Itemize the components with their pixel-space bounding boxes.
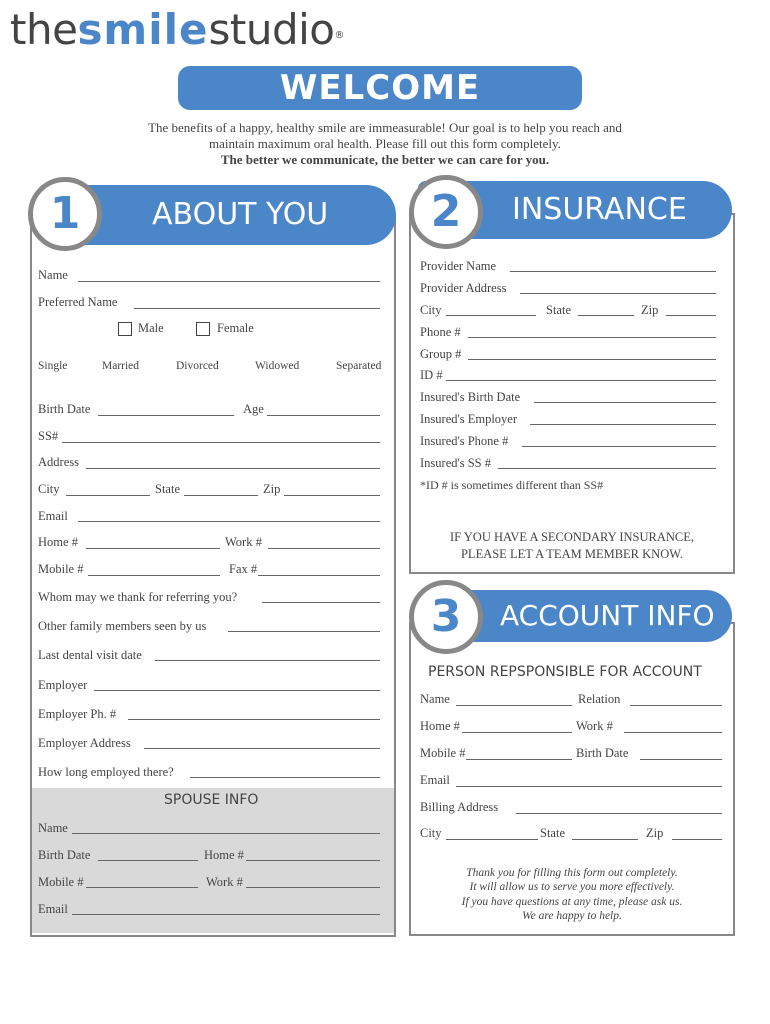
account-email-label: Email xyxy=(420,773,450,787)
id-label: ID # xyxy=(420,368,443,382)
state-field[interactable] xyxy=(184,495,258,496)
account-zip-label: Zip xyxy=(646,826,664,840)
state-label: State xyxy=(155,482,180,496)
male-label: Male xyxy=(138,321,164,335)
city-field[interactable] xyxy=(66,495,150,496)
preferred-name-field[interactable] xyxy=(134,308,380,309)
provider-name-label: Provider Name xyxy=(420,259,497,273)
ss-label: SS# xyxy=(38,429,59,443)
id-note: *ID # is sometimes different than SS# xyxy=(420,478,604,492)
address-label: Address xyxy=(38,455,79,469)
age-label: Age xyxy=(243,402,264,416)
billing-address-label: Billing Address xyxy=(420,800,499,814)
account-home-label: Home # xyxy=(420,719,460,733)
referral-field[interactable] xyxy=(262,602,380,603)
spouse-mobile-field[interactable] xyxy=(86,887,198,888)
employed-length-field[interactable] xyxy=(190,777,380,778)
address-field[interactable] xyxy=(86,468,380,469)
mobile-field[interactable] xyxy=(88,575,220,576)
account-home-field[interactable] xyxy=(462,732,572,733)
id-field[interactable] xyxy=(446,380,716,381)
spouse-email-label: Email xyxy=(38,902,68,916)
person-responsible-heading: PERSON REPSPONSIBLE FOR ACCOUNT xyxy=(428,664,702,680)
last-visit-label: Last dental visit date xyxy=(38,648,142,662)
insured-phone-label: Insured's Phone # xyxy=(420,434,509,448)
logo-studio: studio xyxy=(208,5,335,54)
account-mobile-label: Mobile # xyxy=(420,746,466,760)
logo xyxy=(10,2,344,58)
welcome-banner: WELCOME xyxy=(178,66,582,110)
single-option[interactable]: Single xyxy=(38,360,68,372)
group-field[interactable] xyxy=(468,359,716,360)
spouse-email-field[interactable] xyxy=(72,914,380,915)
insurance-zip-field[interactable] xyxy=(666,315,716,316)
insured-employer-label: Insured's Employer xyxy=(420,412,518,426)
account-name-field[interactable] xyxy=(456,705,572,706)
email-field[interactable] xyxy=(78,521,380,522)
account-work-field[interactable] xyxy=(624,732,722,733)
insurance-city-label: City xyxy=(420,303,442,317)
intro-line-1: The benefits of a happy, healthy smile are immeasurable! Our goal is to help you reach and xyxy=(148,120,622,135)
family-members-label: Other family members seen by us xyxy=(38,619,207,633)
insured-phone-field[interactable] xyxy=(522,446,716,447)
age-field[interactable] xyxy=(267,415,380,416)
logo-the: the xyxy=(10,5,78,54)
zip-label: Zip xyxy=(263,482,281,496)
relation-field[interactable] xyxy=(630,705,722,706)
relation-label: Relation xyxy=(578,692,621,706)
spouse-birth-date-field[interactable] xyxy=(98,860,198,861)
account-email-field[interactable] xyxy=(456,786,722,787)
spouse-info-heading: SPOUSE INFO xyxy=(164,792,259,808)
employer-label: Employer xyxy=(38,678,88,692)
employed-length-label: How long employed there? xyxy=(38,765,174,779)
married-option[interactable]: Married xyxy=(102,360,140,372)
spouse-work-field[interactable] xyxy=(246,887,380,888)
spouse-home-field[interactable] xyxy=(246,860,380,861)
account-zip-field[interactable] xyxy=(672,839,722,840)
account-state-label: State xyxy=(540,826,565,840)
account-birth-date-label: Birth Date xyxy=(576,746,629,760)
divorced-option[interactable]: Divorced xyxy=(176,360,219,372)
insured-birth-date-field[interactable] xyxy=(534,402,716,403)
about-number-circle: 1 xyxy=(28,177,102,251)
spouse-work-label: Work # xyxy=(206,875,243,889)
secondary-insurance-note-1: IF YOU HAVE A SECONDARY INSURANCE, xyxy=(449,530,694,544)
email-label: Email xyxy=(38,509,68,523)
male-checkbox[interactable] xyxy=(118,322,132,336)
employer-phone-field[interactable] xyxy=(128,719,380,720)
account-number-circle: 3 xyxy=(409,580,483,654)
logo-registered-mark: ® xyxy=(334,30,344,41)
account-work-label: Work # xyxy=(576,719,613,733)
widowed-option[interactable]: Widowed xyxy=(255,360,300,372)
spouse-home-label: Home # xyxy=(204,848,244,862)
account-banner: ACCOUNT INFO xyxy=(418,590,732,642)
thanks-line-2: It will allow us to serve you more effectively. xyxy=(469,881,675,893)
employer-phone-label: Employer Ph. # xyxy=(38,707,117,721)
preferred-name-label: Preferred Name xyxy=(38,295,118,309)
account-state-field[interactable] xyxy=(572,839,638,840)
account-birth-date-field[interactable] xyxy=(640,759,722,760)
name-label: Name xyxy=(38,268,68,282)
account-city-label: City xyxy=(420,826,442,840)
insurance-phone-field[interactable] xyxy=(468,337,716,338)
thanks-line-4: We are happy to help. xyxy=(522,910,622,922)
home-phone-field[interactable] xyxy=(86,548,220,549)
family-members-field[interactable] xyxy=(228,631,380,632)
name-field[interactable] xyxy=(78,281,380,282)
home-phone-label: Home # xyxy=(38,535,78,549)
intro-line-3: The better we communicate, the better we can care for you. xyxy=(220,152,550,167)
insurance-banner: INSURANCE xyxy=(418,181,732,239)
logo-smile: smile xyxy=(77,5,209,54)
city-label: City xyxy=(38,482,60,496)
employer-address-label: Employer Address xyxy=(38,736,131,750)
zip-field[interactable] xyxy=(284,495,380,496)
last-visit-field[interactable] xyxy=(155,660,380,661)
account-name-label: Name xyxy=(420,692,450,706)
group-label: Group # xyxy=(420,347,462,361)
secondary-insurance-note-2: PLEASE LET A TEAM MEMBER KNOW. xyxy=(460,547,683,561)
insured-birth-date-label: Insured's Birth Date xyxy=(420,390,521,404)
insured-ss-field[interactable] xyxy=(498,468,716,469)
spouse-birth-date-label: Birth Date xyxy=(38,848,91,862)
insurance-city-field[interactable] xyxy=(446,315,536,316)
provider-name-field[interactable] xyxy=(510,271,716,272)
account-city-field[interactable] xyxy=(446,839,538,840)
billing-address-field[interactable] xyxy=(516,813,722,814)
fax-label: Fax # xyxy=(229,562,258,576)
mobile-label: Mobile # xyxy=(38,562,84,576)
spouse-mobile-label: Mobile # xyxy=(38,875,84,889)
work-phone-label: Work # xyxy=(225,535,262,549)
separated-option[interactable]: Separated xyxy=(336,360,382,372)
provider-address-label: Provider Address xyxy=(420,281,507,295)
thanks-line-3: If you have questions at any time, please ask us. xyxy=(461,896,683,908)
insurance-zip-label: Zip xyxy=(641,303,659,317)
spouse-name-field[interactable] xyxy=(72,833,380,834)
provider-address-field[interactable] xyxy=(520,293,716,294)
ss-field[interactable] xyxy=(62,442,380,443)
insurance-phone-label: Phone # xyxy=(420,325,461,339)
referral-label: Whom may we thank for referring you? xyxy=(38,590,238,604)
insurance-state-label: State xyxy=(546,303,571,317)
insured-employer-field[interactable] xyxy=(530,424,716,425)
about-banner: ABOUT YOU xyxy=(52,185,396,245)
fax-field[interactable] xyxy=(258,575,380,576)
account-mobile-field[interactable] xyxy=(466,759,572,760)
thanks-line-1: Thank you for filling this form out completely. xyxy=(466,867,678,879)
intro-line-2: maintain maximum oral health. Please fill out this form completely. xyxy=(209,136,561,151)
employer-field[interactable] xyxy=(94,690,380,691)
birth-date-label: Birth Date xyxy=(38,402,91,416)
insured-ss-label: Insured's SS # xyxy=(420,456,492,470)
spouse-name-label: Name xyxy=(38,821,68,835)
employer-address-field[interactable] xyxy=(144,748,380,749)
insurance-state-field[interactable] xyxy=(578,315,634,316)
female-label: Female xyxy=(217,321,254,335)
female-checkbox[interactable] xyxy=(196,322,210,336)
insurance-number-circle: 2 xyxy=(409,175,483,249)
birth-date-field[interactable] xyxy=(98,415,234,416)
work-phone-field[interactable] xyxy=(268,548,380,549)
